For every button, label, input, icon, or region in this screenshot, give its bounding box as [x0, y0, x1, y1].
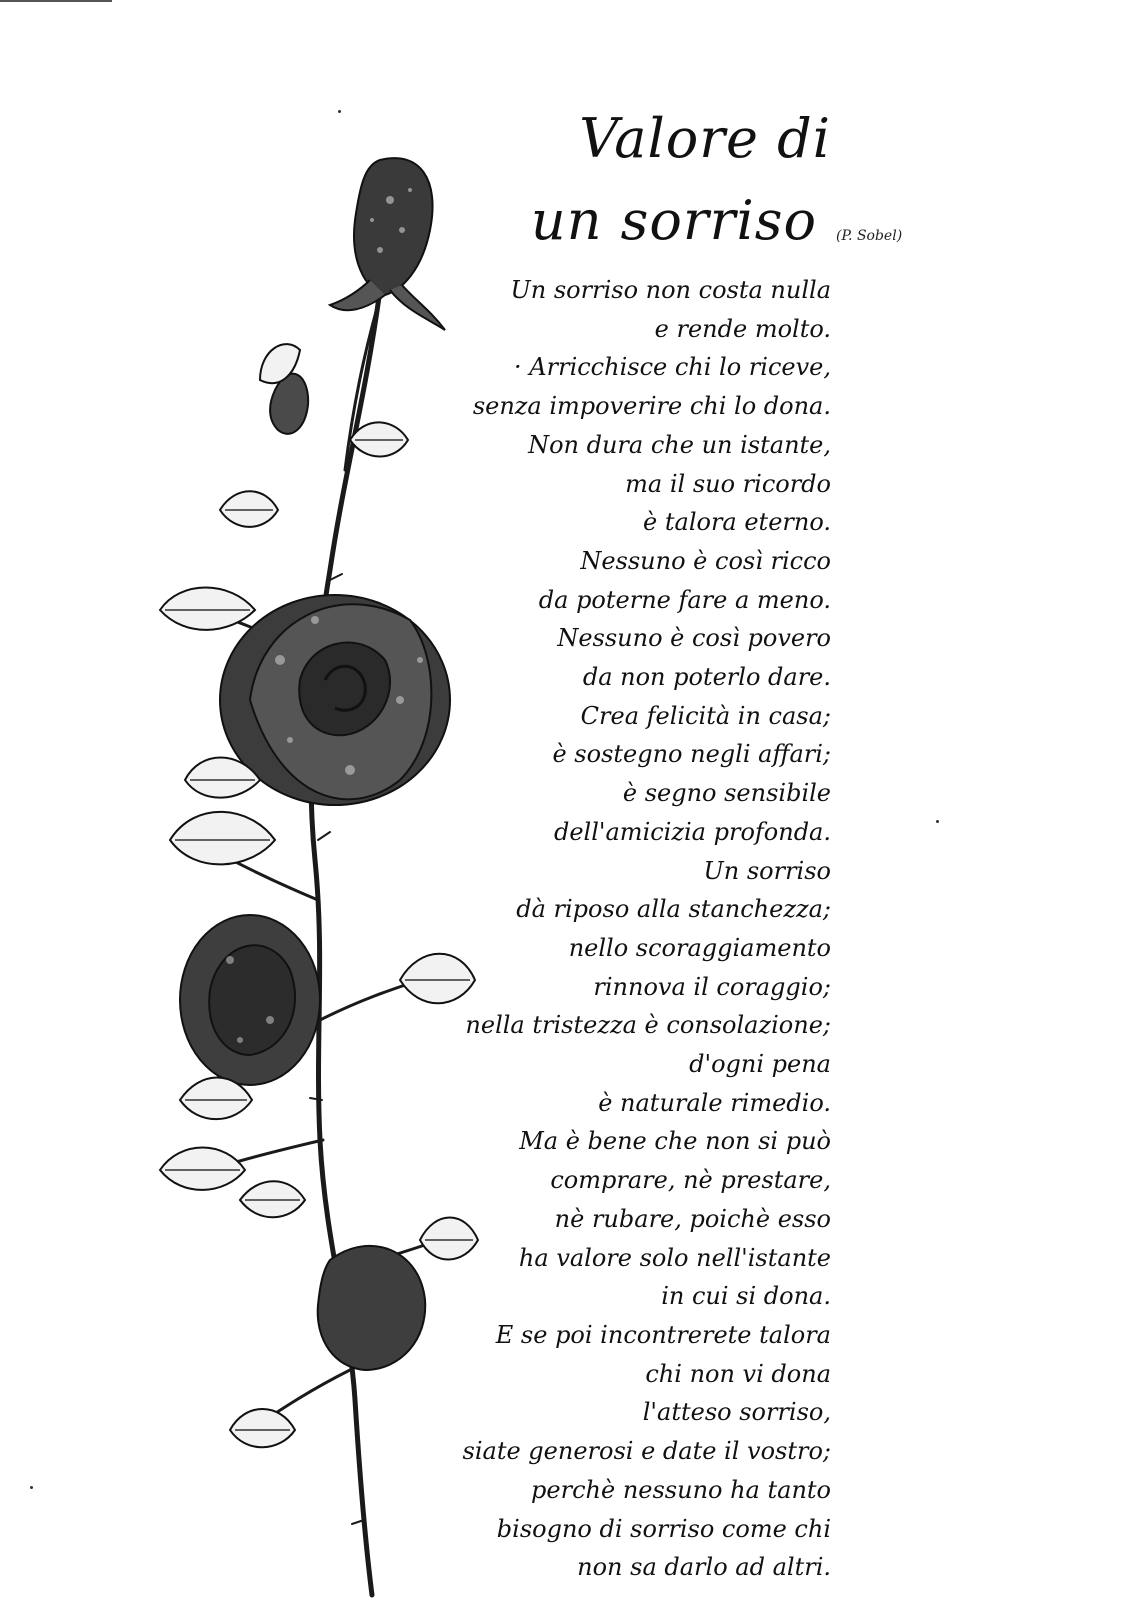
poem-line: chi non vi dona	[645, 1359, 831, 1388]
poem-line: ha valore solo nell'istante	[518, 1243, 831, 1272]
poem-line: nella tristezza è consolazione;	[465, 1011, 831, 1040]
poem-line: · Arricchisce chi lo riceve,	[514, 353, 831, 382]
scan-speck	[338, 110, 341, 113]
poem-line: ma il suo ricordo	[625, 469, 831, 498]
poem-title-line-1: Valore di	[579, 107, 831, 170]
scan-speck	[30, 1486, 33, 1489]
poem-line: bisogno di sorriso come chi	[496, 1514, 831, 1543]
author-attribution: (P. Sobel)	[836, 228, 903, 244]
poem-line: Un sorriso	[703, 856, 831, 885]
poem-line: e rende molto.	[654, 314, 831, 343]
poem-title	[531, 98, 831, 262]
poem-line: Nessuno è così ricco	[580, 546, 831, 575]
poem-line: Nessuno è così povero	[557, 624, 831, 653]
poem-line: in cui si dona.	[661, 1282, 831, 1311]
poem-line: comprare, nè prestare,	[550, 1166, 831, 1195]
poem-line: dell'amicizia profonda.	[553, 817, 831, 846]
poem-line: è sostegno negli affari;	[552, 740, 831, 769]
poem-title-line-2: un sorriso	[530, 189, 817, 252]
poem-line: E se poi incontrerete talora	[495, 1320, 831, 1349]
poem-line: Crea felicità in casa;	[580, 701, 831, 730]
poem-line: non sa darlo ad altri.	[577, 1553, 831, 1582]
scan-speck	[936, 820, 939, 823]
poem-line: Un sorriso non costa nulla	[510, 276, 831, 304]
poem-line: d'ogni pena	[689, 1050, 831, 1079]
poem-line: siate generosi e date il vostro;	[462, 1437, 831, 1466]
poem-line: nè rubare, poichè esso	[554, 1204, 831, 1233]
poem-line: nello scoraggiamento	[568, 933, 831, 962]
poem-line: senza impoverire chi lo dona.	[472, 392, 831, 421]
poem-line: dà riposo alla stanchezza;	[516, 895, 831, 924]
poem-line: è talora eterno.	[643, 508, 831, 537]
poem-line: Non dura che un istante,	[528, 430, 831, 459]
poem-line: da non poterlo dare.	[582, 663, 831, 692]
scan-edge-rule	[0, 0, 112, 2]
poem-line: è segno sensibile	[622, 779, 831, 808]
poem-line: è naturale rimedio.	[598, 1088, 831, 1117]
poem-line: l'atteso sorriso,	[642, 1398, 831, 1427]
poem-line: perchè nessuno ha tanto	[531, 1475, 831, 1504]
poem-line: rinnova il coraggio;	[593, 972, 831, 1001]
poem-body	[401, 271, 831, 1587]
poem-line: da poterne fare a meno.	[538, 585, 831, 614]
poem-line: Ma è bene che non si può	[519, 1127, 831, 1156]
